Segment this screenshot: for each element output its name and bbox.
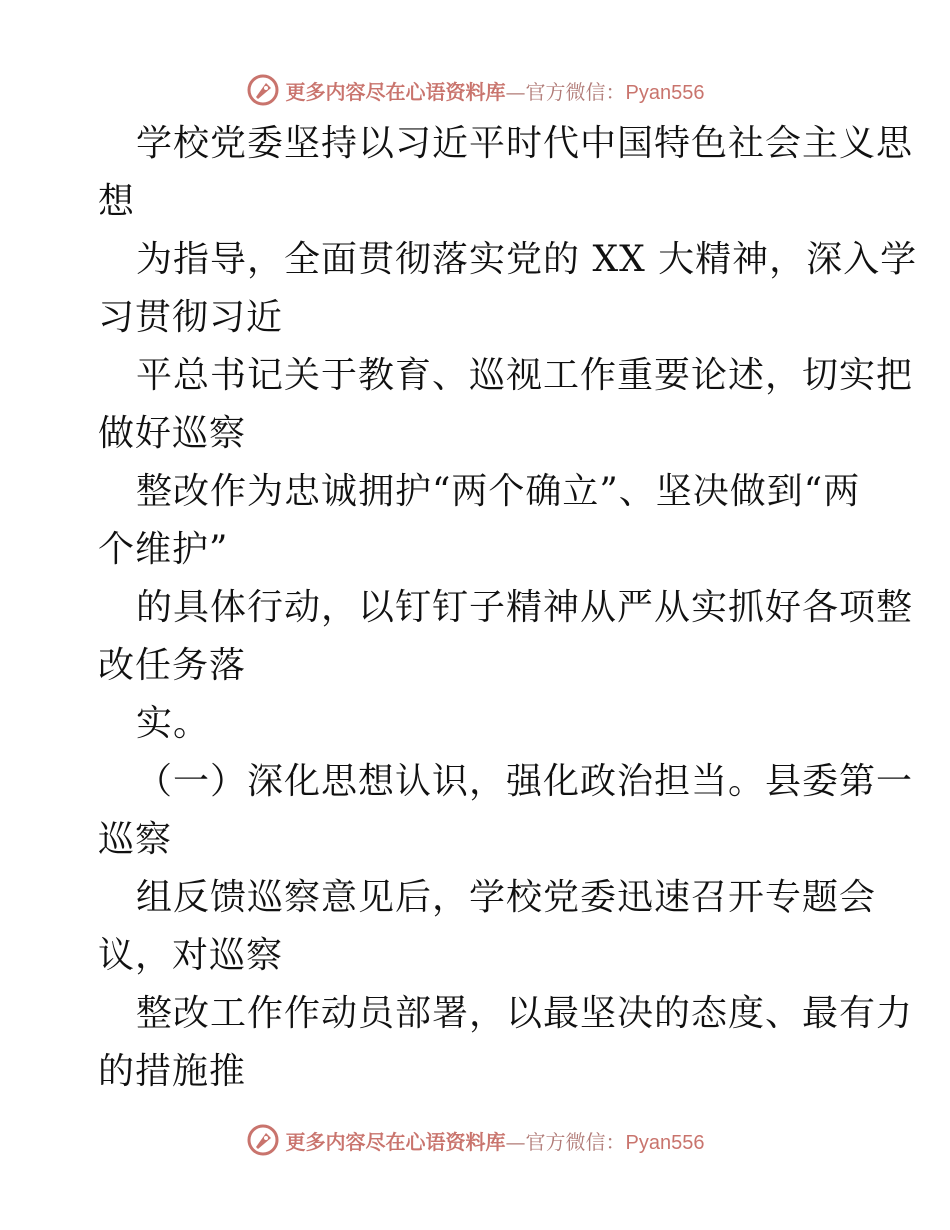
document-body (98, 115, 918, 1101)
text-line: 巡察 (98, 819, 173, 860)
pen-nib-circle-icon (246, 1123, 280, 1157)
text-line: 想 (98, 181, 136, 222)
text-line: （一）深化思想认识，强化政治担当。县委第一 (136, 761, 914, 802)
text-line: 整改工作作动员部署，以最坚决的态度、最有力 (136, 993, 914, 1034)
watermark-separator: — (505, 1129, 526, 1154)
text-line: 为指导，全面贯彻落实党的 XX 大精神，深入学 (136, 239, 918, 280)
watermark-site-name: 更多内容尽在心语资料库 (285, 79, 506, 104)
text-line: 的具体行动，以钉钉子精神从严从实抓好各项整 (136, 587, 914, 628)
text-line: 组反馈巡察意见后，学校党委迅速召开专题会 (136, 877, 877, 918)
watermark-wechat-id: Pyan556 (625, 81, 705, 104)
text-line: 实。 (136, 703, 211, 744)
text-line: 整改作为忠诚拥护“两个确立”、坚决做到“两 (136, 471, 861, 512)
text-line: 的措施推 (98, 1051, 247, 1092)
text-line: 改任务落 (98, 645, 247, 686)
text-line: 做好巡察 (98, 413, 247, 454)
text-line: 习贯彻习近 (98, 297, 284, 338)
text-line: 学校党委坚持以习近平时代中国特色社会主义思 (136, 123, 914, 164)
watermark-wechat-id: Pyan556 (625, 1131, 705, 1154)
text-line: 议，对巡察 (98, 935, 284, 976)
text-line: 个维护” (98, 529, 229, 570)
watermark-site-name: 更多内容尽在心语资料库 (285, 1129, 506, 1154)
watermark-label: 官方微信： (525, 1129, 626, 1154)
footer-watermark (0, 1120, 950, 1160)
text-line: 平总书记关于教育、巡视工作重要论述，切实把 (136, 355, 914, 396)
header-watermark (0, 70, 950, 110)
watermark-label: 官方微信： (525, 79, 626, 104)
watermark-separator: — (505, 79, 526, 104)
pen-nib-circle-icon (246, 73, 280, 107)
